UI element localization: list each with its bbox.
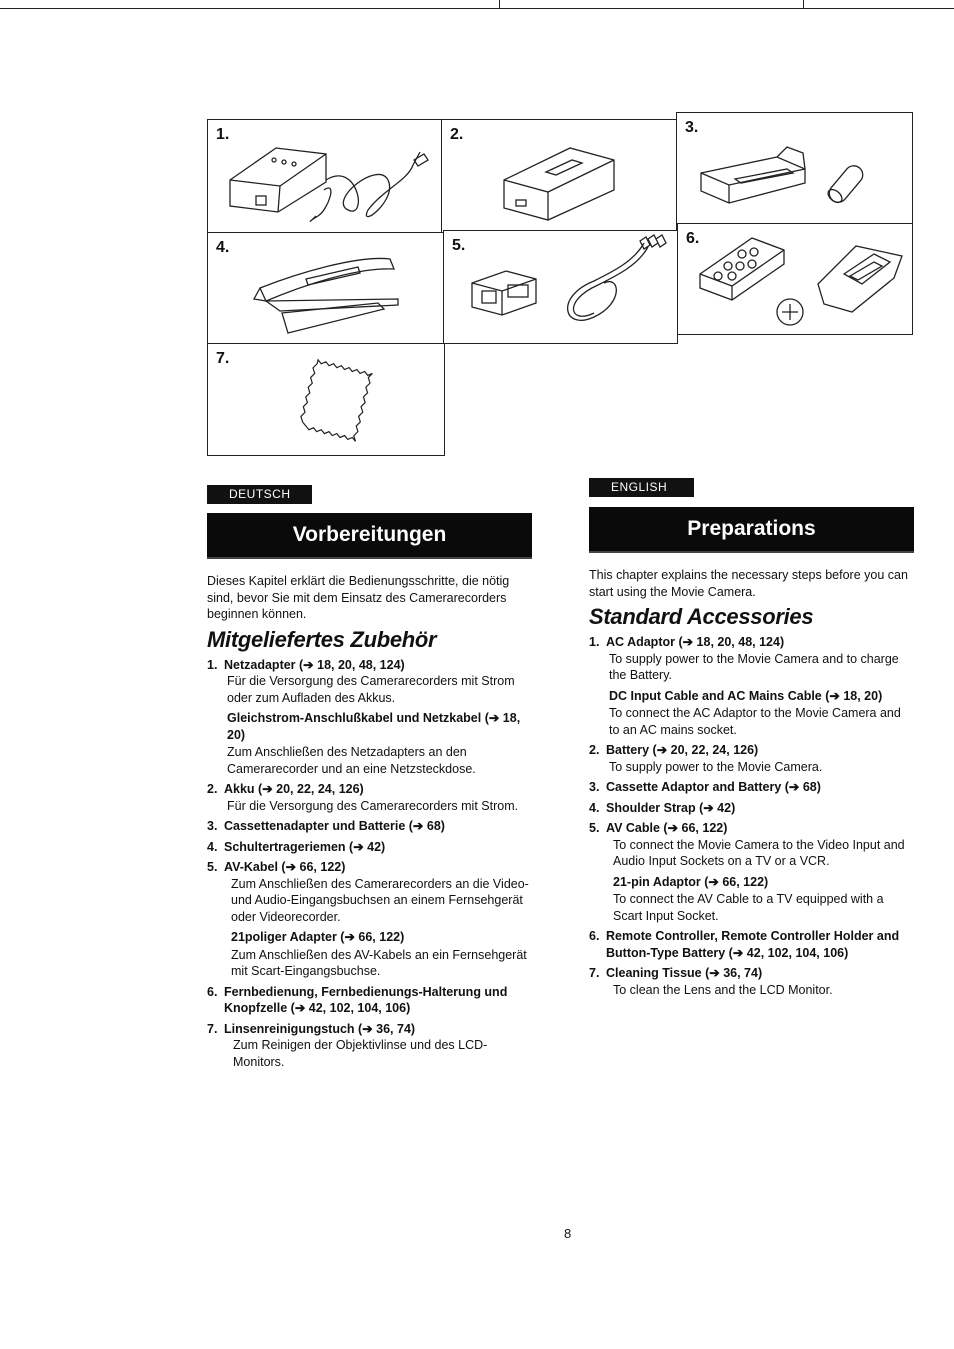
item-number: 3. [589,780,600,794]
top-rule [0,8,954,9]
item-description: Für die Versorgung des Camerarecorders mit Strom oder zum Aufladen des Akkus. [227,674,515,705]
list-item [207,839,537,856]
top-tick [499,0,500,9]
item-number: 6. [589,929,600,943]
item-number: 5. [207,860,218,874]
item-number: 5. [589,821,600,835]
english-intro: This chapter explains the necessary steps before you can start using the Movie Camera. [589,568,908,599]
item-title: AV Cable (➔ 66, 122) [606,821,728,835]
item-description: To clean the Lens and the LCD Monitor. [613,982,833,997]
section-title-english: Preparations [589,507,914,553]
english-column [589,567,914,1002]
item-subtitle: 21poliger Adapter (➔ 66, 122) [231,930,405,944]
item-number: 1. [207,657,218,672]
item-title: Akku (➔ 20, 22, 24, 126) [224,782,364,796]
top-tick [803,0,804,9]
item-title: Schultertrageriemen (➔ 42) [224,839,386,854]
list-item [207,657,537,674]
section-title-deutsch: Vorbereitungen [207,513,532,559]
language-tag-deutsch: DEUTSCH [207,485,312,504]
list-item [207,781,537,798]
list-item [589,742,914,759]
figure-cell-number: 6. [686,230,700,247]
deutsch-intro: Dieses Kapitel erklärt die Bedienungsschritte, die nötig sind, bevor Sie mit dem Einsatz des Camerarecorders beginnen können. [207,574,510,621]
figure-cell-av-cable [443,230,678,344]
figure-cell-number: 7. [216,350,230,367]
item-title: Netzadapter (➔ 18, 20, 48, 124) [224,657,405,672]
av-cable-drawing [444,231,674,341]
figure-cell-number: 4. [216,239,230,256]
remote-controller-drawing [678,224,910,332]
item-subtitle: DC Input Cable and AC Mains Cable (➔ 18, 20) [609,688,883,703]
figure-cell-remote-controller [677,223,913,335]
item-title: Cassette Adaptor and Battery (➔ 68) [606,780,821,794]
item-title: Cleaning Tissue (➔ 36, 74) [606,966,763,980]
item-subtitle: 21-pin Adaptor (➔ 66, 122) [613,874,769,889]
list-item [589,928,914,961]
list-item [589,820,914,837]
figure-cell-battery [441,119,677,233]
item-number: 3. [207,819,218,833]
list-item [207,1021,537,1038]
list-item [589,779,914,796]
ac-adaptor-drawing [208,120,438,230]
deutsch-heading: Mitgeliefertes Zubehör [207,626,437,652]
list-item [589,800,914,817]
item-title: AC Adaptor (➔ 18, 20, 48, 124) [606,635,785,649]
item-description: To supply power to the Movie Camera and to charge the Battery. [609,651,899,682]
item-description: Für die Versorgung des Camerarecorders mit Strom. [227,798,519,813]
list-item [589,965,914,982]
item-description: To connect the AC Adaptor to the Movie Camera and to an AC mains socket. [609,706,901,737]
item-description: Zum Anschließen des Camerarecorders an die Video- und Audio-Eingangsbuchsen an einem Fernsehgerät oder Videorecorder. [231,876,529,924]
figure-cell-shoulder-strap [207,232,444,344]
item-number: 7. [589,966,600,980]
figure-cell-number: 2. [450,126,464,143]
language-tag-english: ENGLISH [589,478,694,497]
item-title: AV-Kabel (➔ 66, 122) [224,860,346,874]
item-title: Linsenreinigungstuch (➔ 36, 74) [224,1021,416,1036]
list-item [589,634,914,651]
list-item [207,984,537,1017]
item-number: 7. [207,1021,218,1036]
item-description: Zum Anschließen des Netzadapters an den Camerarecorder und an eine Netzsteckdose. [227,745,476,776]
cassette-adaptor-drawing [677,113,909,223]
item-number: 4. [589,800,600,815]
page-number: 8 [564,1226,572,1241]
item-number: 4. [207,839,218,854]
item-title: Shoulder Strap (➔ 42) [606,800,736,815]
figure-cell-cleaning-tissue [207,343,445,456]
item-description: Zum Reinigen der Objektivlinse und des LCD-Monitors. [233,1038,488,1069]
item-title: Battery (➔ 20, 22, 24, 126) [606,743,759,757]
figure-cell-ac-adaptor [207,119,442,233]
item-description: To connect the Movie Camera to the Video Input and Audio Input Sockets on a TV or a VCR. [613,837,905,868]
cleaning-tissue-drawing [208,344,442,454]
english-heading: Standard Accessories [589,604,814,629]
item-number: 1. [589,635,600,649]
list-item [207,859,537,876]
item-description: To connect the AV Cable to a TV equipped with a Scart Input Socket. [613,892,884,923]
item-title: Remote Controller, Remote Controller Holder and Button-Type Battery (➔ 42, 102, 104, 106) [606,929,900,960]
item-title: Fernbedienung, Fernbedienungs-Halterung und Knopfzelle (➔ 42, 102, 104, 106) [224,984,508,1015]
item-description: Zum Anschließen des AV-Kabels an ein Fernsehgerät mit Scart-Eingangsbuchse. [231,947,527,978]
figure-cell-number: 3. [685,119,699,136]
shoulder-strap-drawing [208,233,440,341]
item-subtitle: Gleichstrom-Anschlußkabel und Netzkabel (➔ 18, 20) [227,711,521,742]
item-number: 2. [589,743,600,757]
item-title: Cassettenadapter und Batterie (➔ 68) [224,819,445,833]
figure-cell-number: 1. [216,126,230,143]
battery-drawing [442,120,672,230]
deutsch-column [207,573,537,1074]
item-number: 2. [207,782,218,796]
figure-cell-cassette-adaptor [676,112,913,227]
list-item [207,818,537,835]
item-number: 6. [207,984,218,999]
item-description: To supply power to the Movie Camera. [609,759,823,774]
figure-cell-number: 5. [452,237,466,254]
